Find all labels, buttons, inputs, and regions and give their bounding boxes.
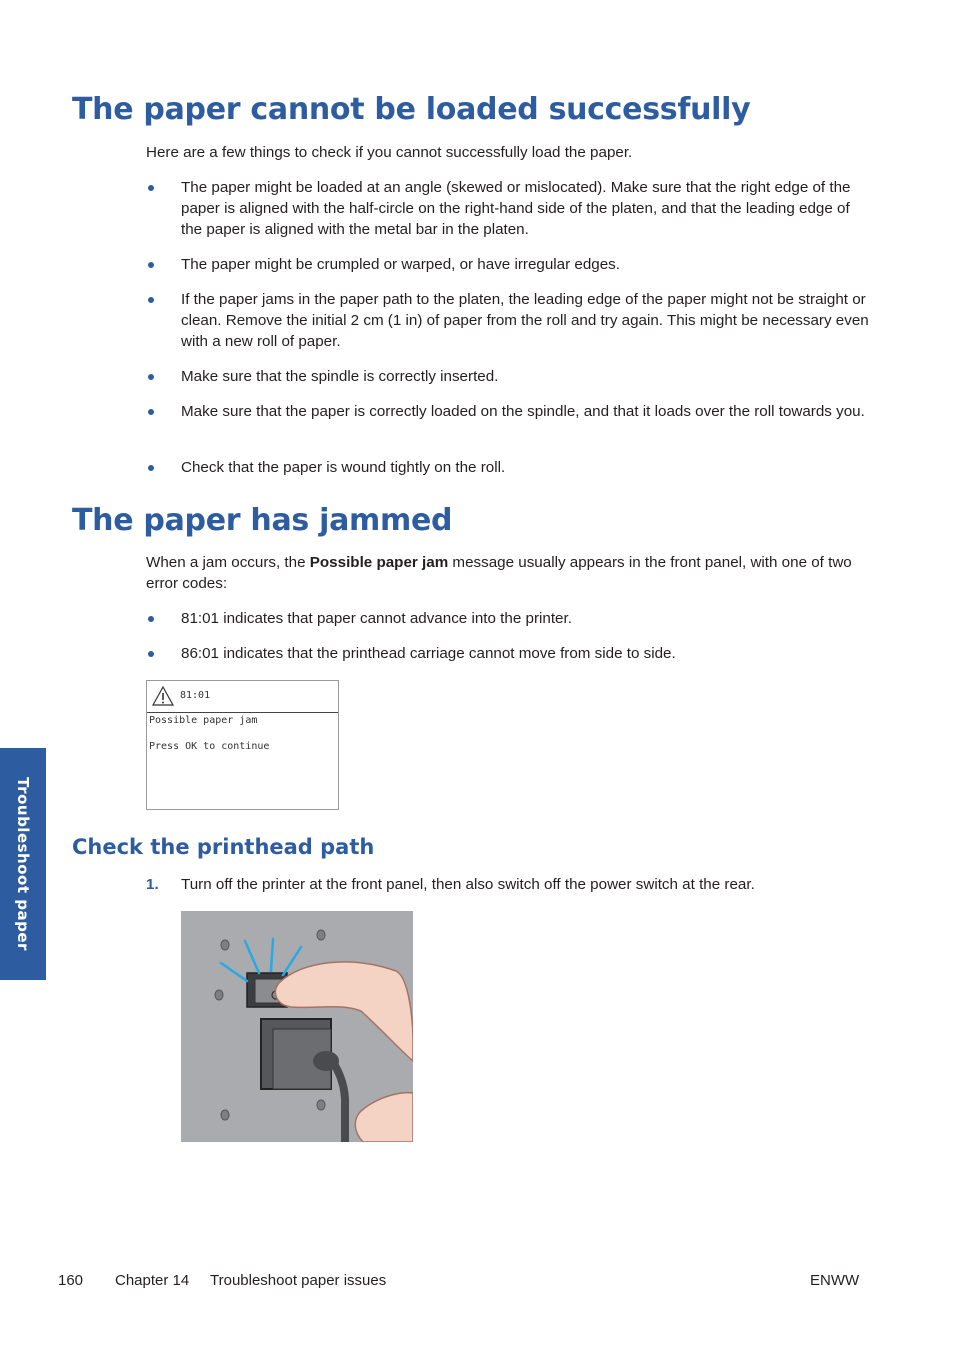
- page-number: 160: [58, 1272, 84, 1289]
- front-panel-header: [147, 681, 338, 713]
- intro-text: message usually appears in the front panel, with one of two error codes:: [146, 554, 852, 592]
- list-item: If the paper jams in the paper path to the platen, the leading edge of the paper might not be straight or clean. Remove the initial 2 cm (1 in) of paper from the roll and try again. This might be necessary even with a new roll of paper.: [181, 291, 869, 350]
- intro-text: When a jam occurs, the: [146, 554, 310, 571]
- bullet-dot-icon: [148, 185, 154, 191]
- bullet-dot-icon: [148, 262, 154, 268]
- message-name: Possible paper jam: [309, 554, 449, 571]
- section-title-paper-jammed: The paper has jammed: [72, 503, 453, 538]
- panel-instruction: Press OK to continue: [149, 741, 270, 752]
- bullet-dot-icon: [148, 616, 154, 622]
- chapter-side-tab: [0, 748, 46, 980]
- list-item: The paper might be crumpled or warped, or have irregular edges.: [181, 256, 620, 273]
- subsection-title-printhead-path: Check the printhead path: [72, 835, 375, 859]
- step-number: 1.: [146, 876, 159, 893]
- error-code: 81:01: [180, 690, 211, 701]
- list-item: Make sure that the paper is correctly loaded on the spindle, and that it loads over the roll towards you.: [181, 403, 865, 420]
- bullet-dot-icon: [148, 409, 154, 415]
- warning-triangle-icon: [152, 686, 174, 706]
- step-text: Turn off the printer at the front panel, then also switch off the power switch at the rear.: [181, 876, 755, 893]
- chapter-number: Chapter 14: [115, 1272, 190, 1289]
- side-tab-label: Troubleshoot paper: [14, 777, 32, 951]
- section-title-paper-loading: The paper cannot be loaded successfully: [72, 92, 751, 127]
- document-code: ENWW: [810, 1272, 860, 1289]
- list-item: Make sure that the spindle is correctly inserted.: [181, 368, 499, 385]
- list-item: 86:01 indicates that the printhead carriage cannot move from side to side.: [181, 645, 676, 662]
- list-item: 81:01 indicates that paper cannot advance into the printer.: [181, 610, 572, 627]
- list-item: Check that the paper is wound tightly on the roll.: [181, 459, 506, 476]
- bullet-dot-icon: [148, 374, 154, 380]
- chapter-title: Troubleshoot paper issues: [210, 1272, 387, 1289]
- bullet-dot-icon: [148, 651, 154, 657]
- bullet-dot-icon: [148, 465, 154, 471]
- section-intro: [146, 552, 866, 594]
- power-switch-illustration: [181, 911, 413, 1142]
- front-panel-display: [146, 680, 339, 810]
- list-item: The paper might be loaded at an angle (skewed or mislocated). Make sure that the right edge of the paper is aligned with the half-circle on the right-hand side of the platen, and that the leading edge of the paper is aligned with the metal bar in the platen.: [181, 179, 851, 238]
- section-intro: Here are a few things to check if you cannot successfully load the paper.: [146, 144, 633, 161]
- bullet-dot-icon: [148, 297, 154, 303]
- panel-message: Possible paper jam: [149, 715, 258, 726]
